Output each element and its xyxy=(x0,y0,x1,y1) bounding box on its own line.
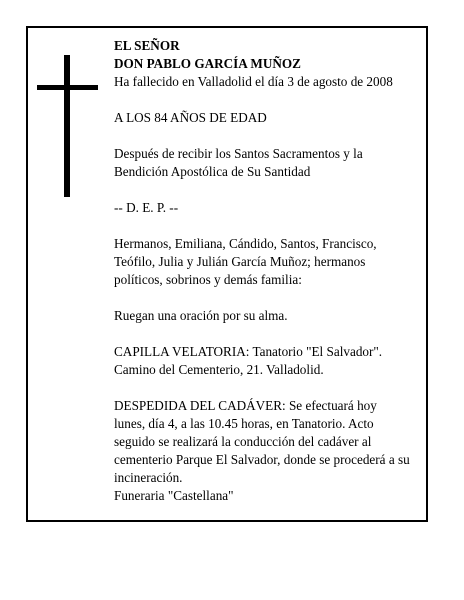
farewell-line-2: lunes, día 4, a las 10.45 horas, en Tanatorio. Acto xyxy=(114,416,374,431)
family-line-3: políticos, sobrinos y demás familia: xyxy=(114,272,302,287)
farewell-line-1: DESPEDIDA DEL CADÁVER: Se efectuará hoy xyxy=(114,398,377,413)
age-statement: A LOS 84 AÑOS DE EDAD xyxy=(114,110,267,125)
deceased-name: DON PABLO GARCÍA MUÑOZ xyxy=(114,56,301,71)
funeral-home: Funeraria "Castellana" xyxy=(114,488,234,503)
cross-vertical-bar xyxy=(64,55,70,197)
chapel-line-2: Camino del Cementerio, 21. Valladolid. xyxy=(114,362,324,377)
family-line-2: Teófilo, Julia y Julián García Muñoz; hermanos xyxy=(114,254,366,269)
sacraments-line-2: Bendición Apostólica de Su Santidad xyxy=(114,164,311,179)
farewell-line-5: incineración. xyxy=(114,470,183,485)
prayer-request: Ruegan una oración por su alma. xyxy=(114,308,288,323)
title-line-1: EL SEÑOR xyxy=(114,38,180,53)
chapel-line-1: CAPILLA VELATORIA: Tanatorio "El Salvador". xyxy=(114,344,383,359)
rip-line: -- D. E. P. -- xyxy=(114,200,179,215)
family-line-1: Hermanos, Emiliana, Cándido, Santos, Francisco, xyxy=(114,236,377,251)
cross-horizontal-bar xyxy=(37,85,98,90)
obituary-text xyxy=(114,37,420,505)
farewell-line-3: seguido se realizará la conducción del cadáver al xyxy=(114,434,372,449)
farewell-line-4: cementerio Parque El Salvador, donde se procederá a su xyxy=(114,452,410,467)
death-statement: Ha fallecido en Valladolid el día 3 de agosto de 2008 xyxy=(114,74,393,89)
sacraments-line-1: Después de recibir los Santos Sacramentos y la xyxy=(114,146,363,161)
